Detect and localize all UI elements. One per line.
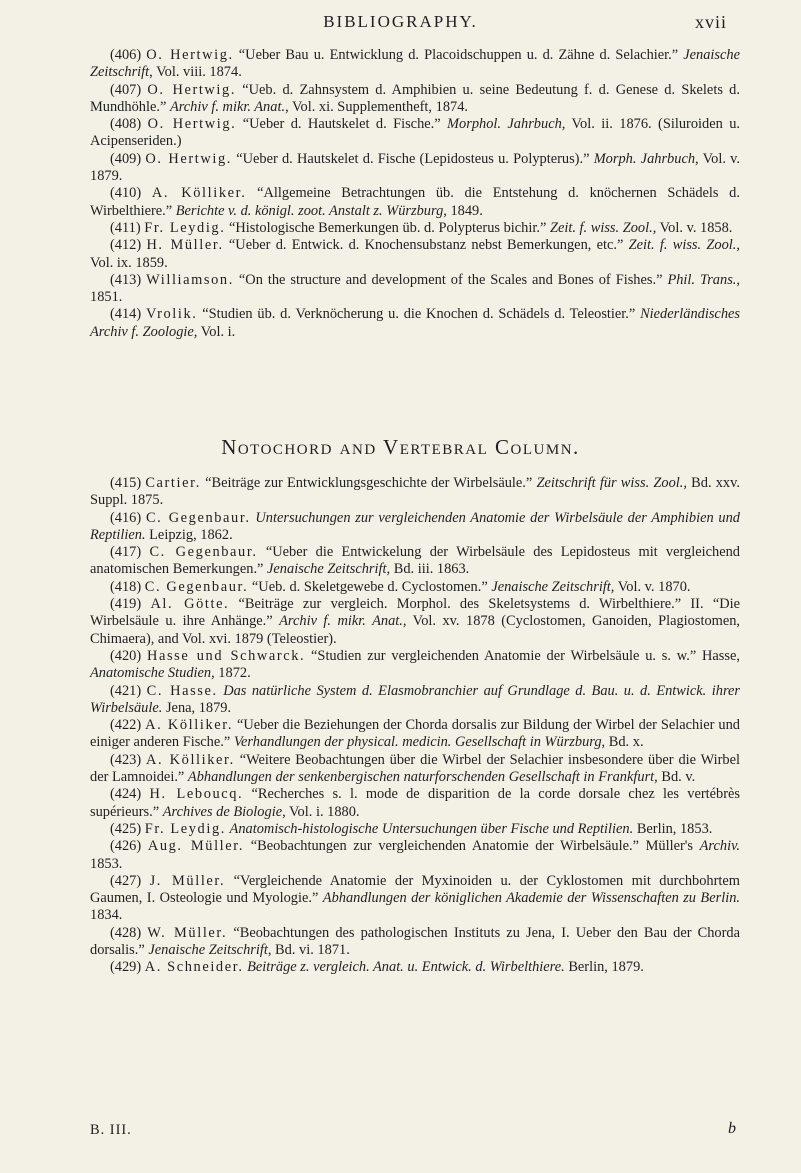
bibliography-entry xyxy=(90,306,740,341)
entry-number: (408) xyxy=(110,116,142,133)
entry-venue: Anatomische Studien, xyxy=(90,665,215,682)
bibliography-entry xyxy=(90,683,740,718)
entry-venue: Zeitschrift für wiss. Zool., xyxy=(536,475,687,491)
entry-number: (426) xyxy=(110,838,142,855)
bibliography-entry xyxy=(90,873,740,925)
entry-title: “Ueber die Beziehungen der Chorda dorsalis zur Bildung der Wirbel der Selachier und einiger anderen Fische.” xyxy=(90,717,740,751)
entry-title: “On the structure and development of the Scales and Bones of Fishes.” xyxy=(238,271,668,288)
entry-number: (418) xyxy=(110,578,142,595)
entry-author: A. Kölliker. xyxy=(145,717,234,734)
entry-details: Berlin, 1879. xyxy=(564,959,644,976)
entry-venue: Archiv f. mikr. Anat. xyxy=(169,98,286,115)
entry-details: 1834. xyxy=(90,907,123,924)
entry-title: “Beobachtungen des pathologischen Instituts zu Jena, I. Ueber den Bau der Chorda dorsalis.” xyxy=(90,924,740,959)
entry-venue: Niederländisches Archiv f. Zoologie, xyxy=(90,306,740,340)
entry-details: 1872. xyxy=(214,665,251,682)
entry-author: O. Hertwig. xyxy=(147,116,237,133)
entry-details: Vol. v. 1870. xyxy=(614,578,691,595)
page-number: xvii xyxy=(694,12,727,32)
bibliography-entry xyxy=(90,185,740,220)
entry-number: (425) xyxy=(110,820,142,837)
entry-title: “Ueber Bau u. Entwicklung d. Placoidschuppen u. d. Zähne d. Selachier.” xyxy=(238,47,684,63)
entry-author: O. Hertwig. xyxy=(146,47,234,63)
entry-number: (410) xyxy=(110,185,142,202)
entry-author: Cartier. xyxy=(145,475,201,491)
entry-author: C. Gegenbaur. xyxy=(145,509,251,526)
entry-number: (424) xyxy=(110,786,142,803)
entry-details: Jena, 1879. xyxy=(162,699,232,716)
entry-details: 1849. xyxy=(446,202,483,219)
entry-details: Vol. ix. 1859. xyxy=(90,254,168,271)
entry-details: Bd. xxv. Suppl. 1875. xyxy=(90,475,740,509)
entry-venue: Jenaische Zeitschrift, xyxy=(491,578,615,595)
bibliography-list-notochord xyxy=(90,475,740,977)
entry-details: Vol. v. 1879. xyxy=(90,150,741,185)
entry-details: Vol. i. xyxy=(197,323,236,340)
bibliography-entry xyxy=(90,596,740,648)
entry-title: “Vergleichende Anatomie der Myxinoiden u. der Cyklostomen mit durchbohrtem Gaumen, I. Osteologie und Myologie.” xyxy=(90,872,740,907)
entry-number: (420) xyxy=(110,647,142,664)
entry-author: H. Leboucq. xyxy=(149,786,244,803)
entry-number: (421) xyxy=(110,682,142,699)
entry-title: “Histologische Bemerkungen üb. d. Polypterus bichir.” xyxy=(229,219,550,236)
entry-number: (422) xyxy=(110,717,142,734)
entry-venue: Beiträge z. vergleich. Anat. u. Entwick. d. Wirbelthiere. xyxy=(247,959,565,976)
bibliography-entry xyxy=(90,510,740,545)
entry-details: Vol. xv. 1878 (Cyclostomen, Ganoiden, Plagiostomen, Chimaera), and Vol. xvi. 1879 (Teleostier). xyxy=(90,613,741,647)
bibliography-entry xyxy=(90,717,740,752)
bibliography-entry xyxy=(90,237,740,272)
entry-number: (414) xyxy=(110,306,142,323)
entry-venue: Abhandlungen der senkenbergischen naturforschenden Gesellschaft in Frankfurt, xyxy=(187,769,658,786)
entry-number: (409) xyxy=(110,150,142,167)
entry-author: Fr. Leydig. xyxy=(144,219,226,236)
entry-title: “Ueb. d. Skeletgewebe d. Cyclostomen.” xyxy=(251,578,492,595)
entry-title: “Ueber d. Entwick. d. Knochensubstanz nebst Bemerkungen, etc.” xyxy=(228,237,629,254)
entry-author: Aug. Müller. xyxy=(147,838,245,855)
entry-author: W. Müller. xyxy=(147,924,228,941)
entry-number: (419) xyxy=(110,596,142,613)
entry-author: A. Schneider. xyxy=(144,959,244,976)
entry-venue: Anatomisch-histologische Untersuchungen über Fische und Reptilien. xyxy=(229,820,634,837)
entry-author: Vrolik. xyxy=(145,306,198,323)
entry-number: (406) xyxy=(110,47,142,63)
bibliography-entry xyxy=(90,544,740,579)
bibliography-entry xyxy=(90,272,740,307)
bibliography-entry xyxy=(90,220,740,237)
entry-author: O. Hertwig. xyxy=(147,81,237,98)
entry-author: C. Gegenbaur. xyxy=(149,544,258,561)
entry-title: “Recherches s. l. mode de disparition de la corde dorsale chez les vertébrès supérieurs.” xyxy=(90,786,740,820)
entry-number: (429) xyxy=(110,959,142,976)
entry-venue: Phil. Trans., xyxy=(667,271,740,288)
entry-venue: Untersuchungen zur vergleichenden Anatomie der Wirbelsäule der Amphibien und Reptilien. xyxy=(90,509,740,543)
entry-venue: Jenaische Zeitschrift xyxy=(90,47,740,81)
entry-number: (411) xyxy=(110,219,141,236)
entry-title: “Studien zur vergleichenden Anatomie der Wirbelsäule u. s. w.” Hasse, xyxy=(311,647,740,664)
bibliography-entry xyxy=(90,151,740,186)
entry-author: C. Gegenbaur. xyxy=(144,578,249,595)
entry-title: “Ueber d. Hautskelet d. Fische (Lepidosteus u. Polypterus).” xyxy=(236,150,594,167)
entry-venue: Zeit. f. wiss. Zool., xyxy=(628,237,740,254)
entry-title: “Weitere Beobachtungen über die Wirbel der Selachier insbesondere über die Wirbel der Lamnoidei.” xyxy=(90,751,740,786)
entry-venue: Archives de Biologie, xyxy=(162,803,286,820)
entry-details: Bd. vi. 1871. xyxy=(271,942,350,959)
entry-title: “Beobachtungen zur vergleichenden Anatomie der Wirbelsäule.” Müller's xyxy=(250,838,700,855)
entry-details: Berlin, 1853. xyxy=(633,820,713,837)
entry-venue: Archiv f. mikr. Anat., xyxy=(279,613,407,630)
sheet-signature: B. III. xyxy=(90,1122,132,1138)
bibliography-entry xyxy=(90,838,740,873)
entry-details: Vol. ii. 1876. (Siluroiden u. Acipenseriden.) xyxy=(90,116,740,150)
entry-number: (417) xyxy=(110,544,142,561)
bibliography-entry xyxy=(90,47,740,82)
entry-number: (407) xyxy=(110,81,142,98)
entry-details: Vol. i. 1880. xyxy=(285,803,360,820)
entry-venue: Abhandlungen der königlichen Akademie der Wissenschaften zu Berlin. xyxy=(322,890,740,907)
bibliography-entry xyxy=(90,959,740,976)
entry-title: “Ueber d. Hautskelet d. Fische.” xyxy=(242,116,448,133)
bibliography-entry xyxy=(90,821,740,838)
entry-author: Al. Götte. xyxy=(150,596,230,613)
entry-number: (416) xyxy=(110,509,142,526)
entry-title: “Allgemeine Betrachtungen üb. die Entstehung d. knöchernen Schädels d. Wirbelthiere.” xyxy=(90,185,740,219)
entry-number: (415) xyxy=(110,475,142,491)
entry-author: Williamson. xyxy=(146,271,234,288)
entry-author: H. Müller. xyxy=(146,237,224,254)
entry-venue: Zeit. f. wiss. Zool., xyxy=(549,219,657,236)
entry-details: 1853. xyxy=(90,855,123,872)
entry-venue: Berichte v. d. königl. zoot. Anstalt z. Würzburg, xyxy=(175,202,447,219)
entry-venue: Morphol. Jahrbuch, xyxy=(447,116,566,133)
entry-details: , Vol. xi. Supplementheft, 1874. xyxy=(285,98,469,115)
sheet-letter: b xyxy=(728,1120,736,1137)
entry-venue: Verhandlungen der physical. medicin. Gesellschaft in Würzburg, xyxy=(233,734,606,751)
entry-author: A. Kölliker. xyxy=(146,751,235,768)
entry-author: C. Hasse. xyxy=(146,682,218,699)
bibliography-entry xyxy=(90,579,740,596)
entry-details: Vol. v. 1858. xyxy=(656,219,733,236)
bibliography-list-hard-parts xyxy=(90,47,740,341)
entry-details: Bd. iii. 1863. xyxy=(390,561,470,578)
entry-author: Fr. Leydig. xyxy=(144,820,226,837)
entry-title: “Beiträge zur Entwicklungsgeschichte der Wirbelsäule.” xyxy=(205,475,537,491)
entry-title: “Ueber die Entwickelung der Wirbelsäule des Lepidosteus mit vergleichend anatomischen Bemerkungen.” xyxy=(90,544,740,578)
bibliography-entry xyxy=(90,786,740,821)
entry-author: Hasse und Schwarck. xyxy=(146,647,306,664)
entry-author: A. Kölliker. xyxy=(151,185,247,202)
entry-number: (427) xyxy=(110,872,142,889)
running-title: BIBLIOGRAPHY. xyxy=(323,12,478,31)
entry-title: “Ueb. d. Zahnsystem d. Amphibien u. seine Bedeutung f. d. Genese d. Skelets d. Mundhöhle.” xyxy=(90,81,740,115)
entry-details: Bd. v. xyxy=(657,769,696,786)
entry-title: “Studien üb. d. Verknöcherung u. die Knochen d. Schädels d. Teleostier.” xyxy=(202,306,641,323)
entry-details: Bd. x. xyxy=(605,734,644,751)
entry-number: (423) xyxy=(110,751,142,768)
bibliography-entry xyxy=(90,648,740,683)
bibliography-entry xyxy=(90,752,740,787)
bibliography-entry xyxy=(90,116,740,151)
entry-author: O. Hertwig. xyxy=(145,150,232,167)
bibliography-entry xyxy=(90,475,740,510)
entry-number: (412) xyxy=(110,237,142,254)
bibliography-entry xyxy=(90,82,740,117)
entry-venue: Das natürliche System d. Elasmobranchier auf Grundlage d. Bau. u. d. Entwick. ihrer Wirbelsäule. xyxy=(90,682,740,716)
entry-details: , Vol. viii. 1874. xyxy=(149,64,242,81)
entry-venue: Morph. Jahrbuch, xyxy=(593,150,699,167)
entry-venue: Archiv. xyxy=(699,838,740,855)
entry-title: “Beiträge zur vergleich. Morphol. des Skeletsystems d. Wirbelthiere.” II. “Die Wirbelsäule u. ihre Anhänge.” xyxy=(90,596,740,630)
entry-number: (413) xyxy=(110,271,142,288)
section-heading: Notochord and Vertebral Column. xyxy=(221,435,580,459)
entry-number: (428) xyxy=(110,924,142,941)
entry-details: 1851. xyxy=(90,289,123,306)
entry-venue: Jenaische Zeitschrift, xyxy=(267,561,391,578)
bibliography-entry xyxy=(90,925,740,960)
entry-details: Leipzig, 1862. xyxy=(145,526,233,543)
entry-author: J. Müller. xyxy=(149,872,226,889)
entry-venue: Jenaische Zeitschrift, xyxy=(148,942,272,959)
